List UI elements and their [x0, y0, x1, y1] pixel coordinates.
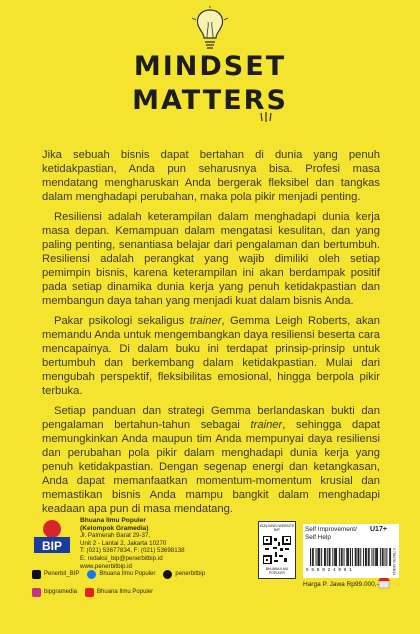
barcode-bar: [310, 548, 311, 566]
barcode-bar: [312, 548, 313, 566]
social-instagram[interactable]: [32, 588, 77, 597]
title-line-2: MATTERS: [132, 85, 288, 116]
barcode-bar: [325, 548, 326, 566]
book-title: [0, 50, 420, 118]
barcode-bar: [332, 548, 333, 566]
barcode-bar: [389, 548, 390, 566]
social-tiktok[interactable]: [163, 570, 205, 579]
barcode-bar: [321, 548, 322, 566]
barcode-bar: [317, 548, 318, 566]
barcode-bar: [313, 548, 314, 566]
publisher-web: www.penerbitbip.id: [80, 562, 132, 570]
instagram-handle: bipgramedia: [44, 589, 78, 595]
barcode-bar: [339, 548, 340, 566]
barcode-bar: [390, 548, 391, 566]
youtube-handle: Bhuana Ilmu Populer: [97, 589, 154, 595]
qr-top-label: KUNJUNGI WEBSITE BIP: [259, 524, 295, 532]
barcode-bar: [356, 548, 357, 566]
website-qr[interactable]: [258, 521, 296, 579]
barcode-bar: [377, 548, 378, 566]
barcode-bar: [360, 548, 361, 566]
sparkle-icon: [258, 111, 276, 125]
social-twitter[interactable]: [32, 570, 79, 579]
barcode-bar: [319, 548, 320, 566]
barcode-bar: [327, 548, 328, 566]
barcode-bar: [369, 548, 370, 566]
barcode-bar: [316, 548, 317, 566]
publisher-info: [80, 517, 240, 570]
barcode-bar: [386, 548, 387, 566]
facebook-handle: Bhuana Ilmu Populer: [99, 571, 156, 577]
barcode-bar: [383, 548, 384, 566]
barcode-bar: [376, 548, 377, 566]
barcode: [306, 548, 396, 572]
blurb: [42, 148, 380, 522]
barcode-bar: [382, 548, 383, 566]
barcode-bar: [375, 548, 376, 566]
tiktok-icon: [163, 570, 172, 579]
price-label: Harga P. Jawa Rp99.000,-: [303, 581, 379, 588]
shop-icon: [378, 577, 390, 589]
barcode-bar: [341, 548, 342, 566]
barcode-bar: [344, 548, 345, 566]
blurb-paragraph-2: Resiliensi adalah keterampilan dalam menghadapi dunia kerja masa depan. Kemampuan dalam mengatasi kesulitan, dan yang paling penting, senantiasa belajar dari pengalaman dan bertumbuh. Resiliensi adalah perangkat yang wajib dimiliki oleh setiap pemimpin bisnis, karena keterampilan ini akan berdampak positif pada setiap dinamika dunia kerja yang penuh ketidakpastian dan membangun daya tahan yang menjadi kuat dalam bisnis Anda.: [42, 211, 380, 307]
publisher-email: E: redaksi_bip@penerbitbip.id: [80, 554, 163, 562]
twitter-handle: Penerbit_BIP: [44, 571, 80, 577]
qr-bottom-label: BHUANA ILMU POPULER: [265, 567, 289, 575]
youtube-icon: [85, 588, 94, 597]
barcode-bar: [363, 548, 364, 566]
barcode-bar: [335, 548, 336, 566]
barcode-bar: [385, 548, 386, 566]
isbn-digits: 5 5 0 0 2 4 0 6 1: [306, 568, 352, 572]
barcode-bar: [346, 548, 347, 566]
x-twitter-icon: [32, 570, 41, 579]
barcode-bar: [358, 548, 359, 566]
blurb-paragraph-4: Setiap panduan dan strategi Gemma berlandaskan bukti dan pengalaman bertahun-tahun sebagai trainer, sehingga dapat memungkinkan Anda maupun tim Anda mempunyai daya resiliensi dan perubahan pola pikir dalam menghadapi dunia kerja yang penuh ketidakpastian. Dengan segenap energi dan ketangkasan, Anda dapat memanfaatkan momentum-momentum krusial dan memastikan bisnis Anda mampu bangkit dalam menghadapi keadaan apa pun di masa mendatang.: [42, 405, 381, 515]
bip-logo-text: BIP: [41, 539, 63, 553]
barcode-bar: [347, 548, 348, 566]
publisher-address-2: Unit 2 - Lantai 2, Jakarta 10270: [80, 539, 167, 547]
category-label: Self Improvement/ Self Help: [305, 526, 357, 541]
age-rating: U17+: [370, 526, 387, 533]
barcode-bar: [380, 548, 381, 566]
barcode-bar: [334, 548, 335, 566]
barcode-bar: [366, 548, 367, 566]
social-facebook[interactable]: [87, 570, 155, 579]
social-youtube[interactable]: [85, 588, 153, 597]
barcode-bar: [372, 548, 373, 566]
barcode-bar: [373, 548, 374, 566]
barcode-bar: [352, 548, 353, 566]
social-media: [32, 567, 262, 603]
barcode-bar: [330, 548, 331, 566]
barcode-number: 9 786230 410614: [392, 548, 396, 576]
barcode-bar: [368, 548, 369, 566]
instagram-icon: [32, 588, 41, 597]
title-line-1: MINDSET: [133, 51, 287, 82]
publisher-group: (Kelompok Gramedia): [80, 524, 149, 532]
publisher-name: Bhuana Ilmu Populer: [80, 517, 146, 524]
qr-code-icon: [263, 536, 291, 564]
publisher-address-1: Jl. Palmerah Barat 29-37,: [80, 532, 151, 540]
barcode-bar: [358, 548, 359, 566]
tiktok-handle: penerbitbip: [175, 571, 206, 577]
barcode-bar: [342, 548, 343, 566]
barcode-bar: [355, 548, 356, 566]
bip-logo: [32, 517, 72, 557]
blurb-paragraph-3: Pakar psikologi sekaligus trainer, Gemma Leigh Roberts, akan memandu Anda untuk mengembangkan daya resiliensi beserta cara mencapainya. Di dalam buku ini terdapat prinsip-prinsip untuk bertumbuh dan berkembang dalam ketidakpastian. Mulai dari mengubah perspektif, fleksibilitas emosional, hingga berpola pikir terbuka.: [42, 315, 380, 397]
barcode-bar: [336, 548, 337, 566]
blurb-paragraph-1: Jika sebuah bisnis dapat bertahan di dunia yang penuh ketidakpastian, Anda pun seharusnya bisa. Profesi masa mendatang mengharuskan Anda bergerak fleksibel dan tangkas dalam menghadapi perubahan, maka pola pikir menjadi penting.: [42, 149, 380, 203]
barcode-bar: [318, 548, 319, 566]
barcode-bar: [350, 548, 351, 566]
publisher-phone: T: (021) 53677834, F: (021) 53698138: [80, 547, 185, 555]
barcode-bar: [324, 548, 325, 566]
barcode-bar: [365, 548, 366, 566]
barcode-bar: [348, 548, 349, 566]
barcode-bar: [329, 548, 330, 566]
lightbulb-icon: [190, 6, 230, 52]
facebook-icon: [87, 570, 96, 579]
